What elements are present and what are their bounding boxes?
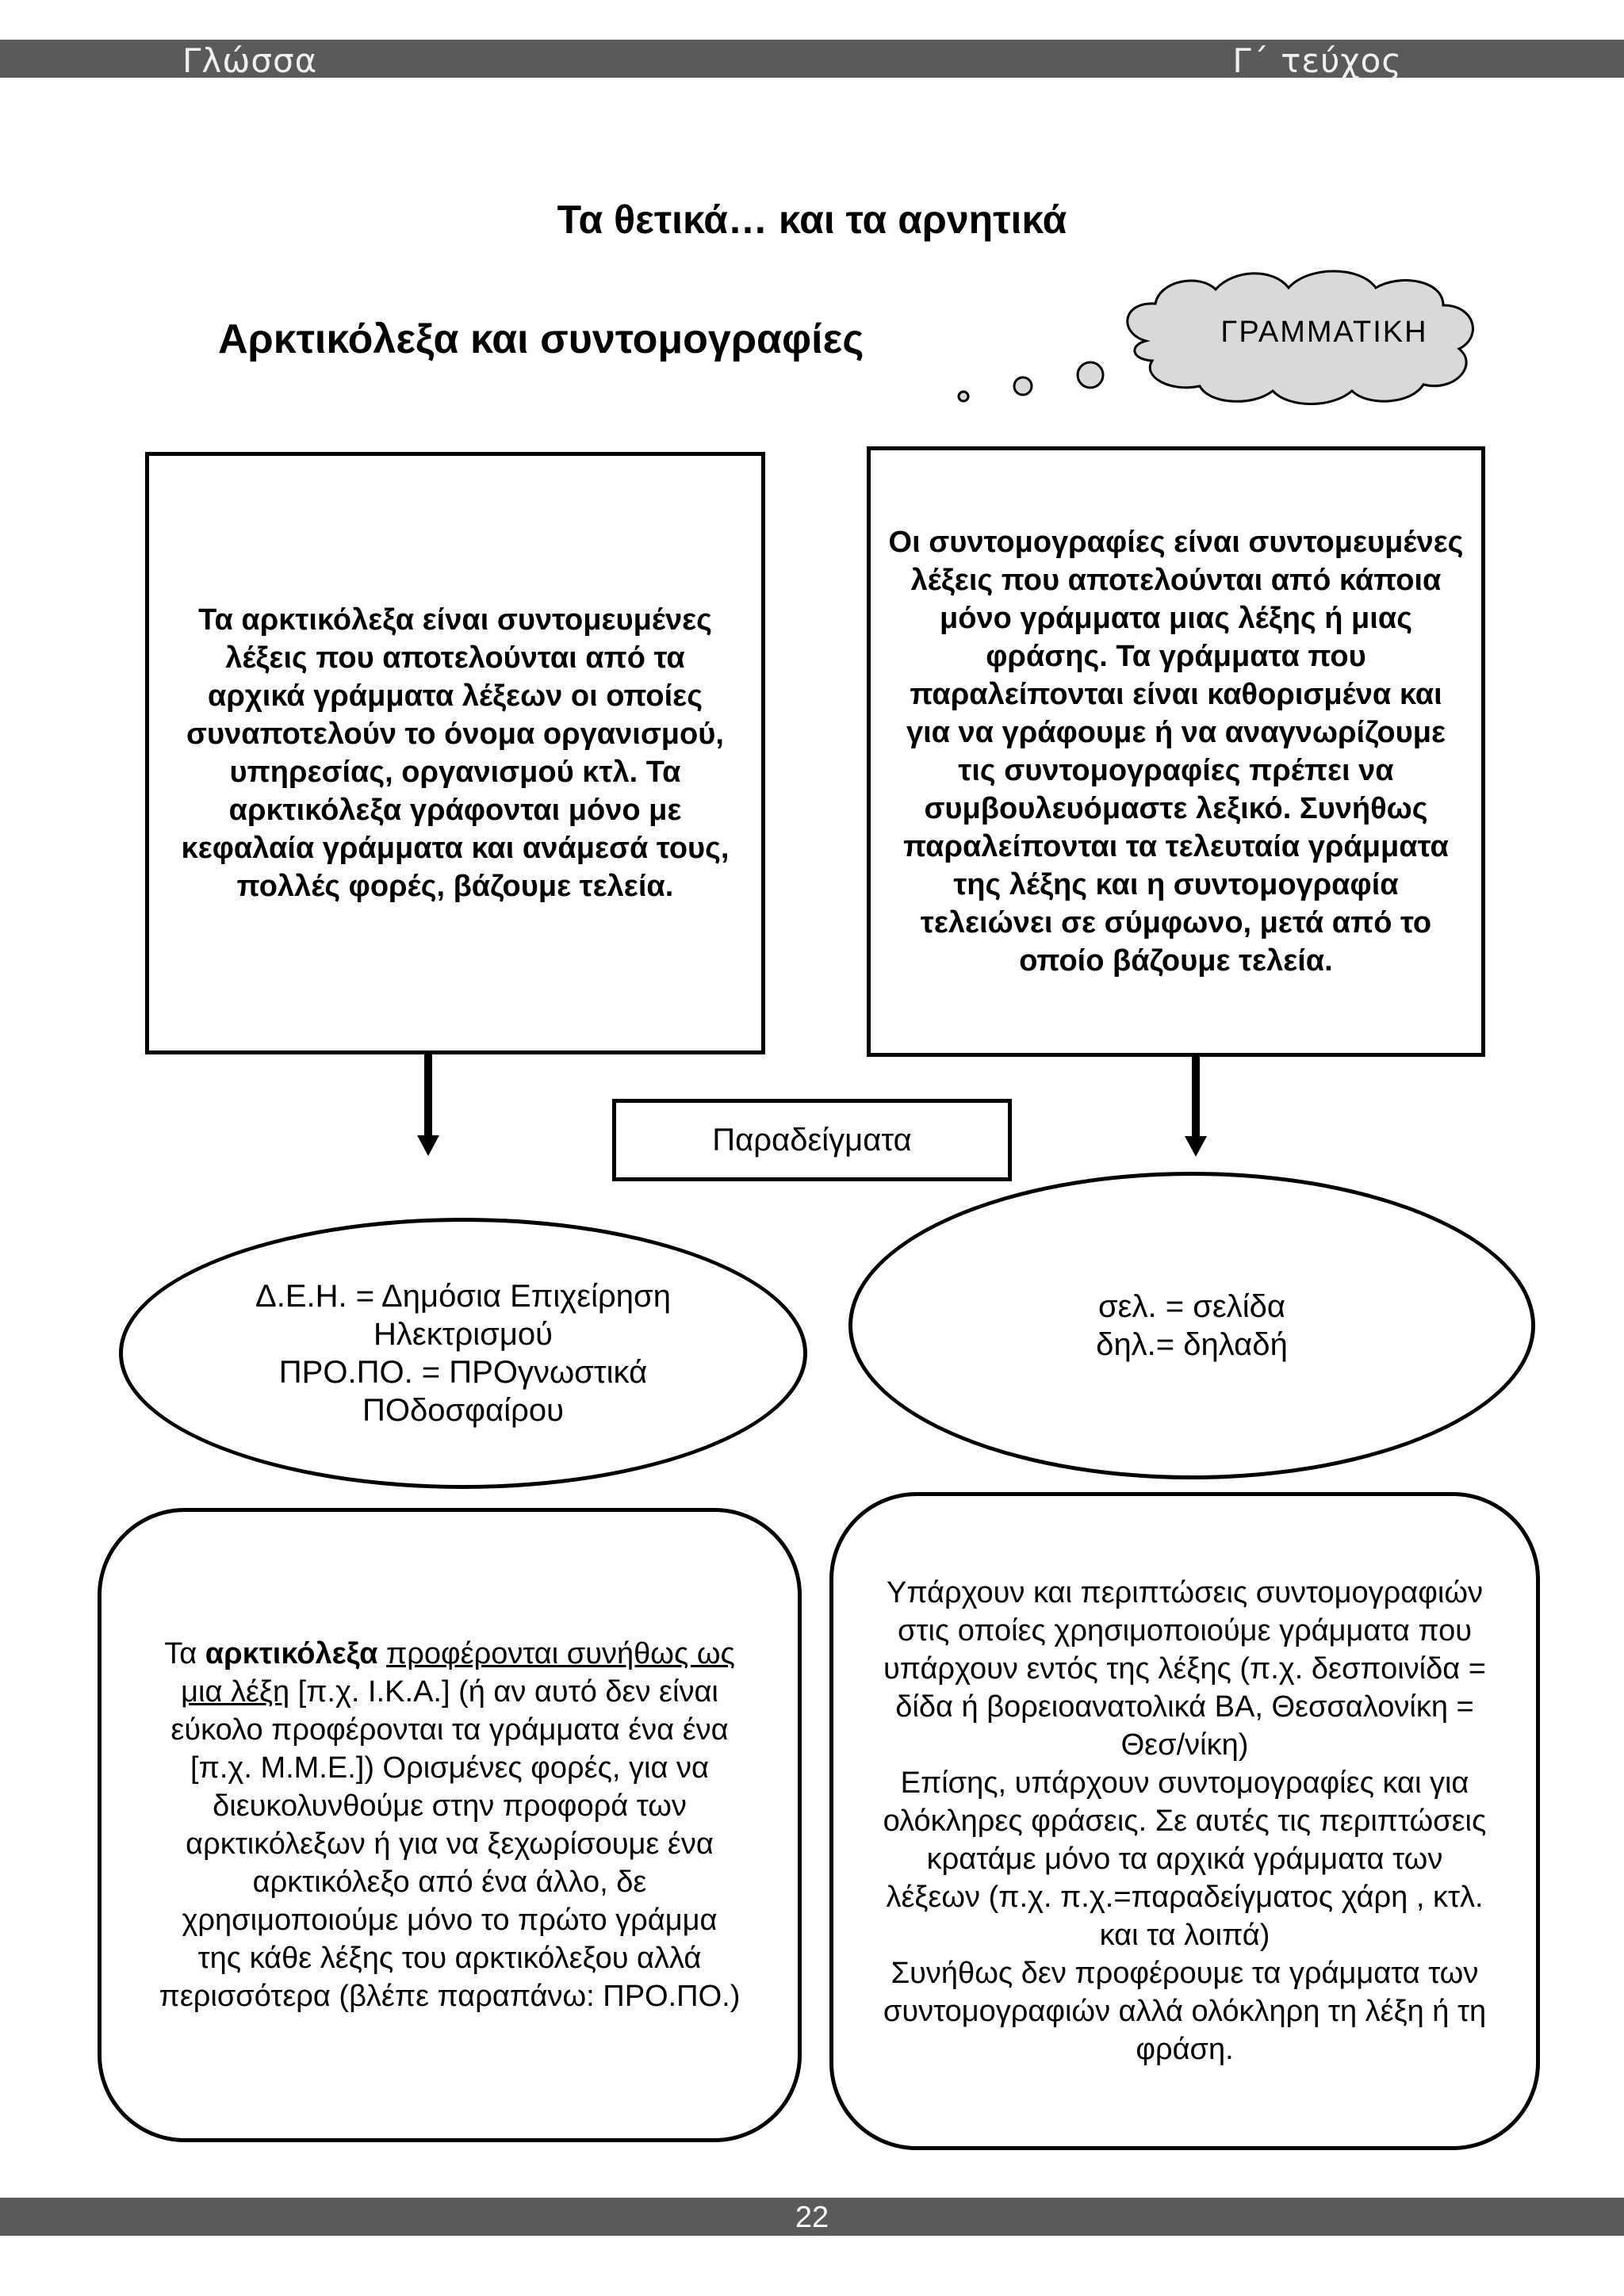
page-number: 22	[795, 2201, 829, 2234]
acronyms-definition-box	[145, 452, 765, 1054]
page-title: Τα θετικά… και τα αρνητικά	[557, 197, 1067, 242]
note-text: Τα	[164, 1637, 205, 1670]
acronym-examples-ellipse	[119, 1218, 807, 1489]
acronyms-definition-text: Τα αρκτικόλεξα είναι συντομευμένες λέξεις που αποτελούνται από τα αρχικά γράμματα λέξεων οι οποίες συναποτελούν το όνομα οργανισμού, υπηρεσίας, οργανισμού κτλ. Τα αρκτικόλεξα γράφονται μόνο με κεφαλαία γράμματα και ανάμεσά τους, πολλές φορές, βάζουμε τελεία.	[181, 603, 730, 903]
note-underlined-text: προφέρονται συνήθως ως μια λέξη	[181, 1637, 735, 1709]
abbreviations-definition-box	[867, 446, 1485, 1057]
abbreviation-examples-ellipse	[848, 1172, 1535, 1479]
section-title: Αρκτικόλεξα και συντομογραφίες	[218, 316, 864, 362]
arrow-down-left-icon	[412, 1054, 444, 1158]
header-subject: Γλώσσα	[182, 41, 318, 80]
abbreviation-example-1: σελ. = σελίδα	[1097, 1289, 1285, 1324]
acronym-example-2: ΠΡΟ.ΠΟ. = ΠΡΟγνωστικά ΠΟδοσφαίρου	[278, 1355, 648, 1428]
cloud-label: ΓΡΑΜΜΑΤΙΚΗ	[1220, 316, 1428, 349]
acronym-example-1: Δ.Ε.Η. = Δημόσια Επιχείρηση Ηλεκτρισμού	[255, 1279, 671, 1352]
examples-label-box	[612, 1099, 1012, 1181]
header-volume: Γ΄ τεύχος	[1232, 41, 1402, 80]
abbreviations-note-box	[829, 1492, 1540, 2150]
note-paragraph-1: Υπάρχουν και περιπτώσεις συντομογραφιών στις οποίες χρησιμοποιούμε γράμματα που υπάρχουν εντός της λέξης (π.χ. δεσποινίδα = δίδα ή βορειοανατολικά ΒΑ, Θεσσαλονίκη = Θεσ/νίκη)	[883, 1576, 1486, 1762]
note-paragraph-3: Συνήθως δεν προφέρουμε τα γράμματα των συντομογραφιών αλλά ολόκληρη τη λέξη ή τη φράση.	[883, 1957, 1487, 2066]
examples-label: Παραδείγματα	[712, 1122, 912, 1158]
acronyms-note-text	[157, 1635, 742, 2015]
abbreviations-definition-text: Οι συντομογραφίες είναι συντομευμένες λέξεις που αποτελούνται από κάποια μόνο γράμματα μιας λέξης ή μιας φράσης. Τα γράμματα που παραλείπονται είναι καθορισμένα και για να γράφουμε ή να αναγνωρίζουμε τις συντομογραφίες πρέπει να συμβουλευόμαστε λεξικό. Συνήθως παραλείπονται τα τελευταία γράμματα της λέξης και η συντομογραφία τελειώνει σε σύμφωνο, μετά από το οποίο βάζουμε τελεία.	[888, 526, 1464, 978]
abbreviation-example-2: δηλ.= δηλαδή	[1096, 1327, 1288, 1362]
acronyms-note-box	[98, 1508, 802, 2142]
note-text: [π.χ. Ι.Κ.Α.] (ή αν αυτό δεν είναι εύκολο προφέρονται τα γράμματα ένα ένα [π.χ. Μ.Μ.Ε.]) Ορισμένες φορές, για να διευκολυνθούμε στην προφορά των αρκτικόλεξων ή για να ξεχωρίσουμε ένα αρκτικόλεξο από ένα άλλο, δε χρησιμοποιούμε μόνο το πρώτο γράμμα της κάθε λέξης του αρκτικόλεξου αλλά περισσότερα (βλέπε παραπάνω: ΠΡΟ.ΠΟ.)	[159, 1675, 741, 2013]
note-paragraph-2: Επίσης, υπάρχουν συντομογραφίες και για ολόκληρες φράσεις. Σε αυτές τις περιπτώσεις κρατάμε μόνο τα αρχικά γράμματα των λέξεων (π.χ. π.χ.=παραδείγματος χάρη , κτλ. και τα λοιπά)	[883, 1766, 1487, 1952]
note-text	[377, 1637, 386, 1670]
arrow-down-right-icon	[1180, 1057, 1212, 1160]
note-bold-term: αρκτικόλεξα	[205, 1637, 378, 1670]
abbreviations-note-text	[881, 1574, 1488, 2068]
